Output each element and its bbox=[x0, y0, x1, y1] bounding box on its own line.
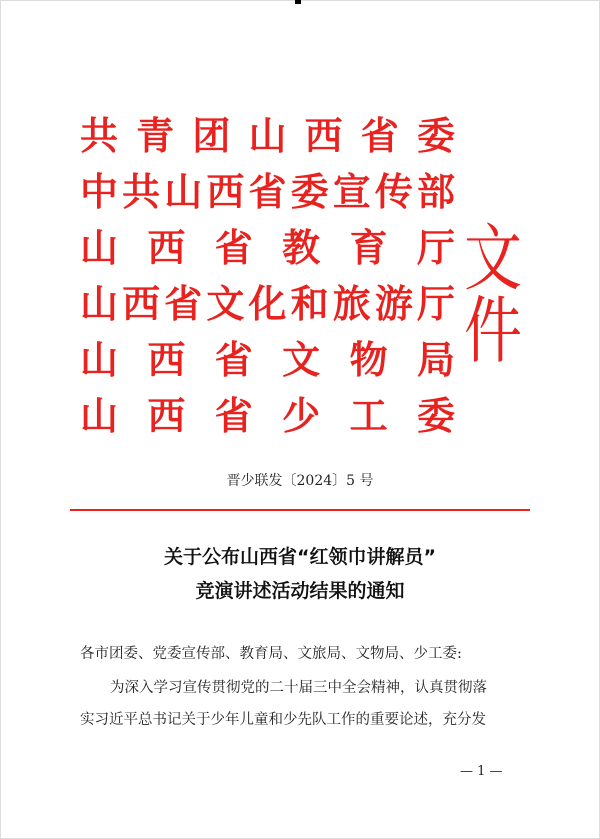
issuer-char: 西 bbox=[147, 337, 186, 382]
issuer-char: 山 bbox=[80, 393, 119, 438]
issuer-char: 山 bbox=[80, 281, 119, 326]
issuer-char: 文 bbox=[282, 337, 321, 382]
issuer-char: 中 bbox=[80, 169, 119, 214]
issuer-char: 西 bbox=[304, 113, 343, 158]
issuer-char: 局 bbox=[416, 337, 455, 382]
issuer-char: 青 bbox=[136, 113, 175, 158]
issuer-char: 育 bbox=[349, 225, 388, 270]
issuer-char: 厅 bbox=[417, 281, 456, 326]
issuer-char: 省 bbox=[360, 113, 399, 158]
page-number: — 1 — bbox=[460, 764, 503, 779]
issuer-char: 共 bbox=[80, 113, 119, 158]
issuer-char: 游 bbox=[374, 281, 413, 326]
issuer-char: 省 bbox=[164, 281, 203, 326]
issuer-char: 和 bbox=[290, 281, 329, 326]
issuer-char: 宣 bbox=[332, 169, 371, 214]
issuer-row bbox=[80, 108, 455, 164]
issuer-char: 部 bbox=[417, 169, 456, 214]
issuer-char: 委 bbox=[290, 169, 329, 214]
issuer-row bbox=[80, 164, 455, 220]
issuer-char: 西 bbox=[147, 393, 186, 438]
issuer-row bbox=[80, 276, 455, 332]
issuer-char: 传 bbox=[374, 169, 413, 214]
salutation: 各市团委、党委宣传部、教育局、文旅局、文物局、少工委: bbox=[80, 646, 462, 662]
issuer-char: 委 bbox=[416, 393, 455, 438]
red-divider-line bbox=[70, 509, 530, 511]
body-text-line-1: 为深入学习宣传贯彻党的二十届三中全会精神，认真贯彻落 bbox=[110, 680, 487, 696]
notice-title-line-2: 竞演讲述活动结果的通知 bbox=[195, 580, 405, 602]
issuer-char: 化 bbox=[248, 281, 287, 326]
issuer-char: 委 bbox=[416, 113, 455, 158]
issuer-char: 工 bbox=[349, 393, 388, 438]
issuer-char: 山 bbox=[80, 337, 119, 382]
issuer-char: 旅 bbox=[332, 281, 371, 326]
issuer-char: 少 bbox=[282, 393, 321, 438]
top-mark bbox=[295, 0, 301, 4]
issuer-char: 省 bbox=[214, 225, 253, 270]
issuer-row bbox=[80, 220, 455, 276]
body-text-line-2: 实习近平总书记关于少年儿童和少先队工作的重要论述，充分发 bbox=[80, 712, 486, 728]
issuer-char: 共 bbox=[122, 169, 161, 214]
issuer-char: 西 bbox=[122, 281, 161, 326]
issuer-char: 山 bbox=[248, 113, 287, 158]
issuing-authorities bbox=[80, 108, 455, 444]
issuer-char: 省 bbox=[214, 393, 253, 438]
issuer-char: 文 bbox=[206, 281, 245, 326]
issuer-char: 省 bbox=[214, 337, 253, 382]
issuer-char: 西 bbox=[147, 225, 186, 270]
document-suffix: 文件 bbox=[464, 215, 515, 374]
issuer-char: 团 bbox=[192, 113, 231, 158]
issuer-char: 山 bbox=[80, 225, 119, 270]
issuer-char: 省 bbox=[248, 169, 287, 214]
issuer-char: 厅 bbox=[416, 225, 455, 270]
document-number: 晋少联发〔2024〕5 号 bbox=[226, 473, 374, 489]
issuer-row bbox=[80, 388, 455, 444]
notice-title-line-1: 关于公布山西省“红领巾讲解员” bbox=[164, 546, 436, 568]
issuer-char: 山 bbox=[164, 169, 203, 214]
issuer-char: 教 bbox=[282, 225, 321, 270]
issuer-row bbox=[80, 332, 455, 388]
issuer-char: 物 bbox=[349, 337, 388, 382]
issuer-char: 西 bbox=[206, 169, 245, 214]
